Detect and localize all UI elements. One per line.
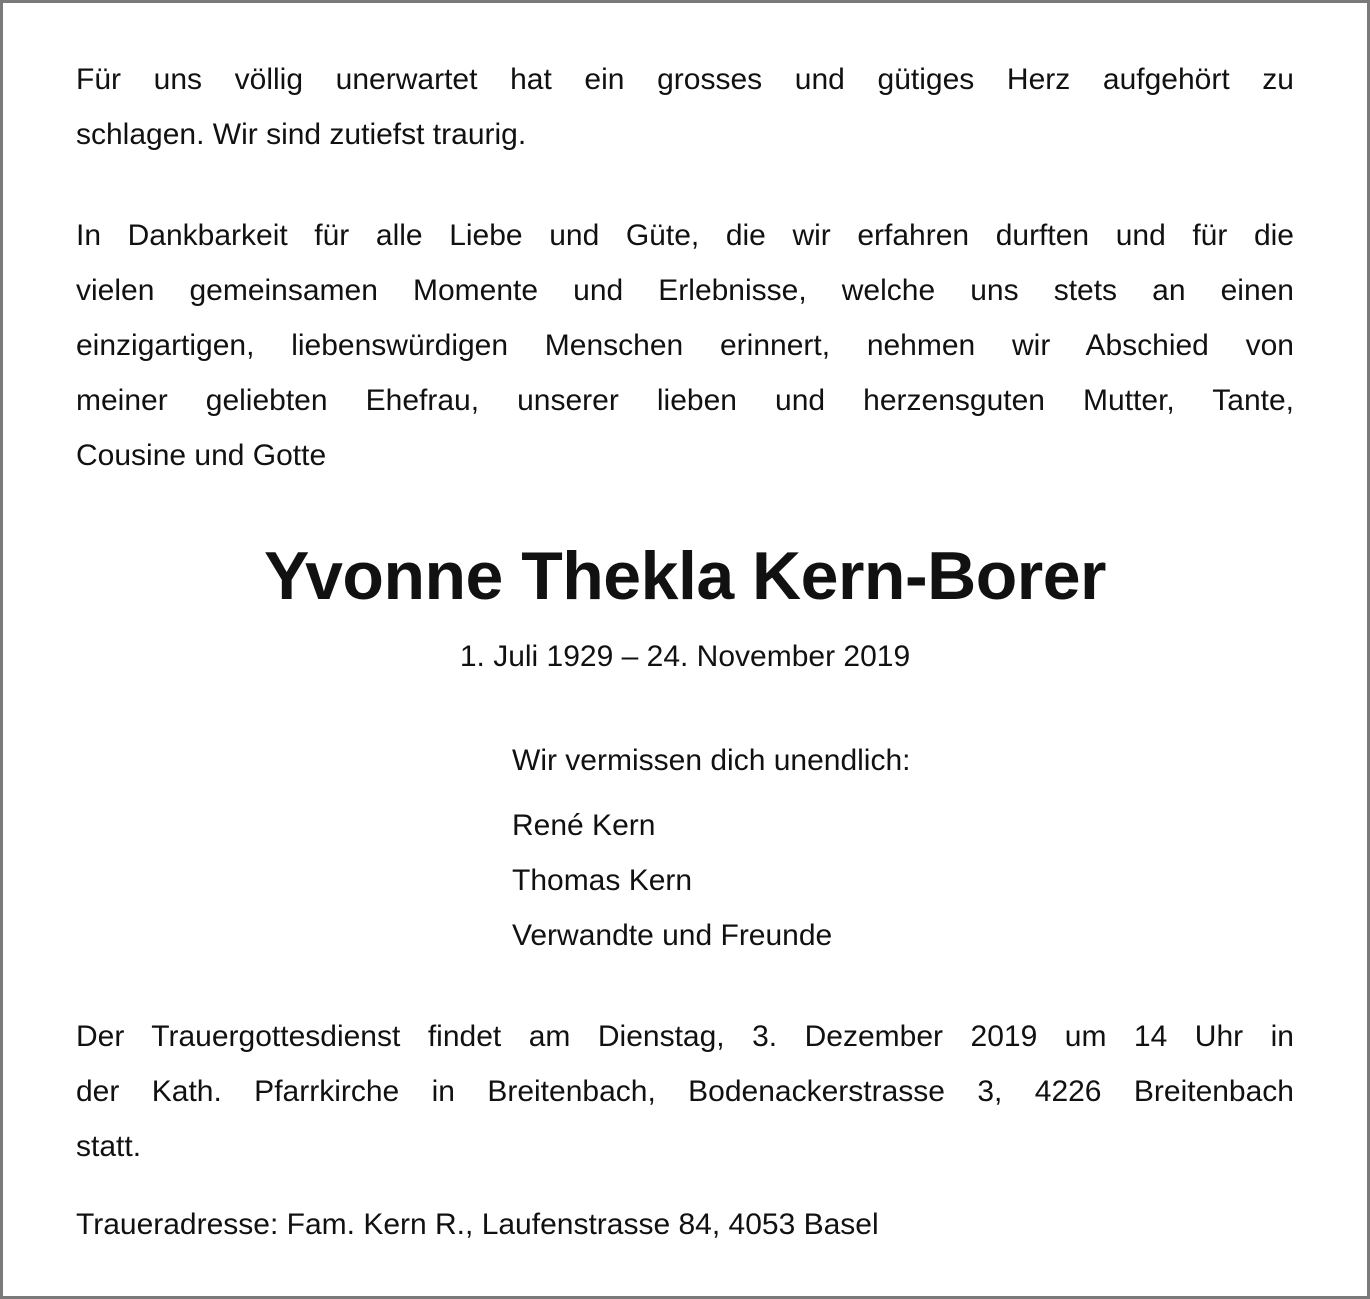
- gratitude-paragraph: [76, 208, 1294, 483]
- address-paragraph: [76, 1197, 1294, 1252]
- mourning-address: Traueradresse: Fam. Kern R., Laufenstrasse 84, 4053 Basel: [76, 1208, 879, 1241]
- text-line: vielen gemeinsamen Momente und Erlebnisse, welche uns stets an einen: [76, 274, 1294, 307]
- service-paragraph: [76, 1009, 1294, 1174]
- text-line: In Dankbarkeit für alle Liebe und Güte, die wir erfahren durften und für die: [76, 219, 1294, 252]
- mourner-name: Thomas Kern: [512, 864, 693, 897]
- text-line: meiner geliebten Ehefrau, unserer lieben und herzensguten Mutter, Tante,: [76, 384, 1294, 417]
- text-line: der Kath. Pfarrkirche in Breitenbach, Bodenackerstrasse 3, 4226 Breitenbach: [76, 1075, 1294, 1108]
- mourner-name: René Kern: [512, 809, 656, 842]
- intro-paragraph: [76, 52, 1294, 162]
- mourner-name: Verwandte und Freunde: [512, 919, 833, 952]
- deceased-name: Yvonne Thekla Kern-Borer: [263, 538, 1107, 614]
- text-line: Für uns völlig unerwartet hat ein grosses und gütiges Herz aufgehört zu: [76, 63, 1294, 96]
- text-line: schlagen. Wir sind zutiefst traurig.: [76, 118, 527, 151]
- life-dates: 1. Juli 1929 – 24. November 2019: [459, 640, 911, 673]
- text-line: Der Trauergottesdienst findet am Dienstag, 3. Dezember 2019 um 14 Uhr in: [76, 1020, 1294, 1053]
- text-line: Cousine und Gotte: [76, 439, 327, 472]
- mourners-heading: Wir vermissen dich unendlich:: [512, 744, 911, 777]
- text-line: einzigartigen, liebenswürdigen Menschen erinnert, nehmen wir Abschied von: [76, 329, 1294, 362]
- text-line: statt.: [76, 1130, 142, 1163]
